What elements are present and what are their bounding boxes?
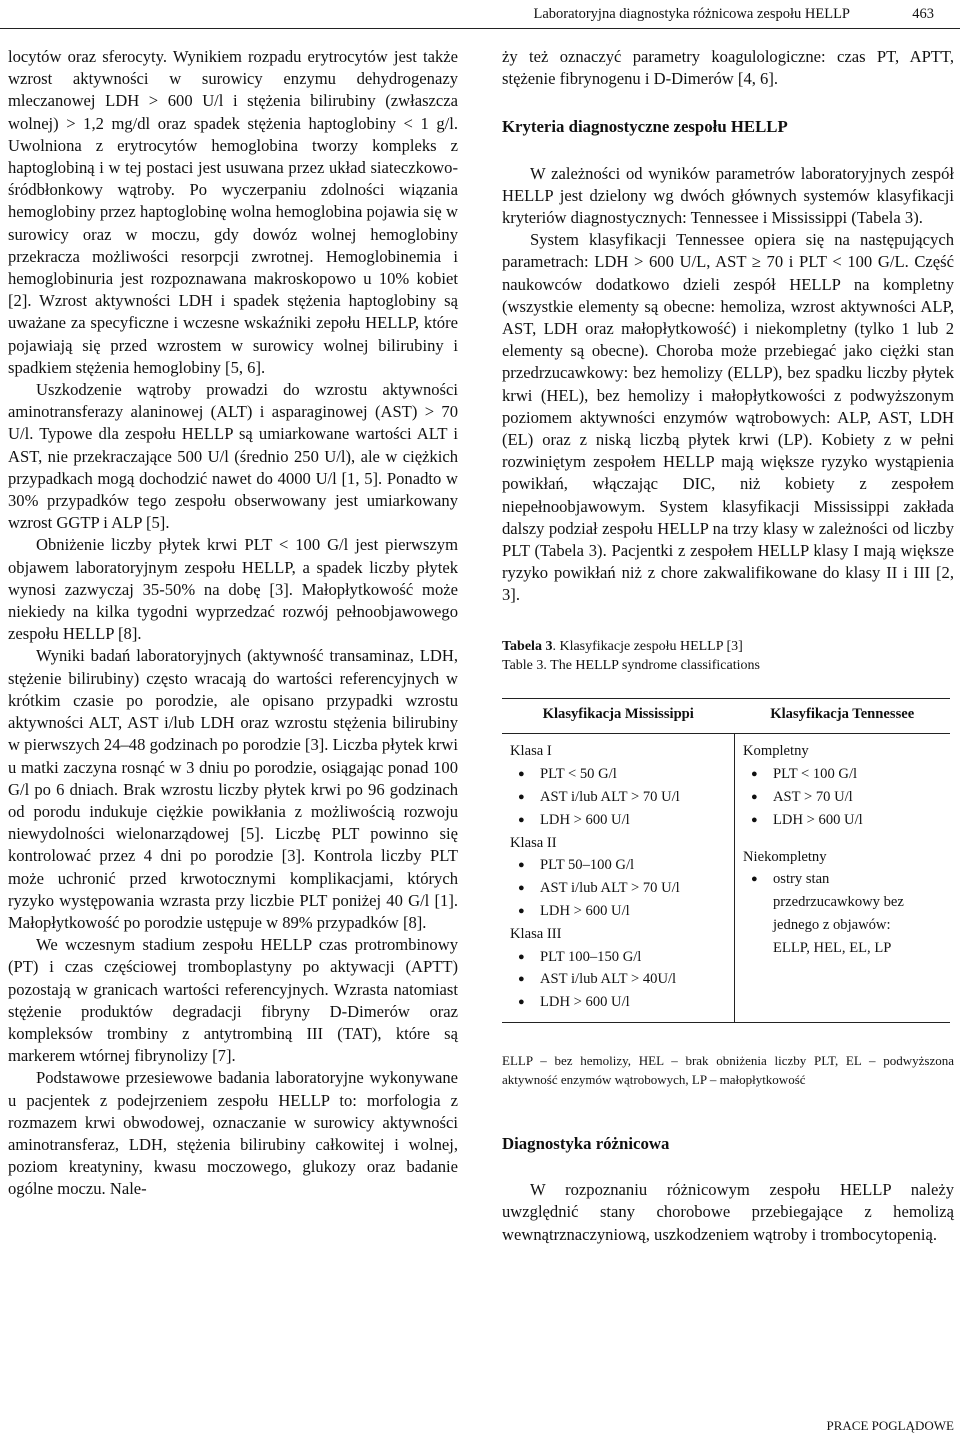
- list-item: ● AST > 70 U/l: [773, 786, 944, 809]
- left-column: [8, 46, 458, 1201]
- paragraph: Podstawowe przesiewowe badania laboratoryjne wykonywane u pacjentek z podejrzeniem zespołu HELLP to: morfologia z rozmazem krwi obwodowej, oznaczanie w surowicy aktywności aminotransferaz, LDH, stężenia bilirubiny całkowitej i wolnej, poziom kreatyniny, kwasu moczowego, glukozy oraz badanie ogólne moczu. Nale-: [8, 1068, 458, 1199]
- table-caption-label: Tabela 3: [502, 638, 553, 654]
- section-heading: Kryteria diagnostyczne zespołu HELLP: [502, 117, 788, 137]
- class-label: Niekompletny: [743, 848, 827, 865]
- paragraph: W zależności od wyników parametrów laboratoryjnych zespół HELLP jest dzielony wg dwóch głównych systemów klasyfikacji kryteriów diagnostycznych: Tennessee i Mississippi (Tabela 3).: [502, 163, 954, 228]
- list-item: ● LDH > 600 U/l: [540, 809, 728, 832]
- table-footnote: ELLP – bez hemolizy, HEL – brak obniżenia liczby PLT, EL – podwyższona aktywność enzymów wątrobowych, LP – małopłytkowość: [502, 1053, 954, 1088]
- paragraph: Wyniki badań laboratoryjnych (aktywność transaminaz, LDH, stężenie bilirubiny) często wracają do wartości referencyjnych w krótkim czasie po porodzie, ale opisano przypadki wzrostu aktywności ALT, AST i/lub LDH oraz wzrostu stężenia bilirubiny w pierwszych 24–48 godzinach po porodzie [3]. Liczba płytek krwi u matki zaczyna rosnąć w 3 dniu po porodzie, osiągając ponad 100 G/l po 6 dniach. Brak wzrostu liczby płytek krwi po 96 godzinach od porodu indukuje ciężkie powikłania z możliwością rozwoju niewydolności wielonarządowej [5]. Liczbę PLT powinno się kontrolować przez 4 dni po porodzie [3]. Kontrola liczby PLT może uchronić przed krwotocznymi komplikacjami, których ryzyko występowania wzrasta przy liczbie PLT poniżej 40 G/l [1]. Małopłytkowość po porodzie ustępuje w 89% przypadków [8].: [8, 646, 458, 932]
- list-item: ● LDH > 600 U/l: [773, 809, 944, 832]
- page-number: 463: [912, 6, 934, 22]
- list-item: ● LDH > 600 U/l: [540, 991, 728, 1014]
- list-item: ● PLT < 100 G/l: [773, 763, 944, 786]
- table-caption-english: Table 3. The HELLP syndrome classifications: [502, 658, 760, 674]
- table-caption-text: . Klasyfikacje zespołu HELLP [3]: [552, 638, 743, 654]
- running-title: Laboratoryjna diagnostyka różnicowa zespołu HELLP: [533, 6, 850, 22]
- list-item: ● PLT 50–100 G/l: [540, 854, 728, 877]
- paragraph: Uszkodzenie wątroby prowadzi do wzrostu aktywności aminotransferazy alaninowej (ALT) i asparaginowej (AST) > 70 U/l. Typowe dla zespołu HELLP są umiarkowane wartości ALT i AST, nie przekraczające 500 U/l (średnio 250 U/l), ale w ciężkich przypadkach mogą dochodzić nawet do 4000 U/l [1, 5]. Ponadto w 30% przypadków tego zespołu obserwowany jest umiarkowany wzrost GGTP i ALP [5].: [8, 380, 458, 533]
- list-item: ● PLT 100–150 G/l: [540, 946, 728, 969]
- list-item: ● AST i/lub ALT > 70 U/l: [540, 786, 728, 809]
- paragraph: locytów oraz sferocyty. Wynikiem rozpadu erytrocytów jest także wzrost aktywności w surowicy enzymu dehydrogenazy mleczanowej LDH > 600 U/l i stężenia bilirubiny (zwłaszcza wolnej) > 1,2 mg/dl oraz spadek stężenia haptoglobiny < 1 g/l. Uwolniona z erytrocytów hemoglobina tworzy kompleks z haptoglobiną i w tej postaci jest usuwana przez układ siateczkowo-śródbłonkowy wątroby. Po wyczerpaniu zdolności wiązania hemoglobiny przez haptoglobinę wolna hemoglobina pojawia się w surowicy oraz w moczu, gdy dowóz wolnej hemoglobiny przekracza możliwości resorpcji zwrotnej. Hemoglobinemia i hemoglobinuria jest rozpoznawana makroskopowo u 10% kobiet [2]. Wzrost aktywności LDH i spadek stężenia haptoglobiny są uważane za specyficzne i wczesne wskaźniki zepołu HELLP, które pojawiają się przed wzrostem w surowicy wolnej bilirubiny i spadkiem stężenia hemoglobiny [5, 6].: [8, 47, 458, 377]
- list-item: ● AST i/lub ALT > 70 U/l: [540, 877, 728, 900]
- list-item: ● ostry stan przedrzucawkowy bez jednego z objawów: ELLP, HEL, EL, LP: [773, 868, 924, 959]
- running-header: [0, 0, 960, 29]
- class-label: Klasa II: [510, 834, 557, 851]
- class-label: Klasa I: [510, 743, 552, 760]
- list-item: ● AST i/lub ALT > 40U/l: [540, 968, 728, 991]
- section-heading: Diagnostyka różnicowa: [502, 1134, 670, 1154]
- paragraph: ży też oznaczyć parametry koagulologiczne: czas PT, APTT, stężenie fibrynogenu i D-Dimerów [4, 6].: [502, 47, 954, 89]
- classification-table: [502, 698, 950, 1023]
- right-column: [502, 46, 954, 1246]
- table-caption: [502, 637, 954, 676]
- list-item: ● LDH > 600 U/l: [540, 900, 728, 923]
- class-label: Kompletny: [743, 743, 809, 760]
- paragraph: W rozpoznaniu różnicowym zespołu HELLP należy uwzględnić stany chorobowe przebiegające z hemolizą wewnątrznaczyniową, uszkodzeniem wątroby i trombocytopenią.: [502, 1180, 954, 1244]
- table-header-mississippi: Klasyfikacja Mississippi: [502, 698, 735, 734]
- mississippi-cell: [502, 734, 735, 1023]
- class-label: Klasa III: [510, 925, 562, 942]
- footer-section-label: PRACE POGLĄDOWE: [826, 1418, 954, 1433]
- paragraph: We wczesnym stadium zespołu HELLP czas protrombinowy (PT) i czas częściowej tromboplastyny po aktywacji (APTT) pozostają w granicach wartości referencyjnych. Wzrasta natomiast stężenie produktów degradacji fibryny D-Dimerów oraz kompleksów trombiny z antytrombiną III (TAT), które są markerem wtórnej fibrynolizy [7].: [8, 935, 458, 1066]
- list-item: ● PLT < 50 G/l: [540, 763, 728, 786]
- table-header-tennessee: Klasyfikacja Tennessee: [735, 698, 951, 734]
- tennessee-cell: [735, 734, 951, 1023]
- paragraph: Obniżenie liczby płytek krwi PLT < 100 G/l jest pierwszym objawem laboratoryjnym zespołu HELLP, a spadek liczby płytek wynosi zazwyczaj 35-50% na dobę [3]. Małopłytkowość może niekiedy na kilka tygodni wyprzedzać rozwój pełnoobjawowego zespołu HELLP [8].: [8, 535, 458, 644]
- paragraph: System klasyfikacji Tennessee opiera się na następujących parametrach: LDH > 600 U/L, AST ≥ 70 i PLT < 100 G/L. Część naukowców dodatkowo dzieli zespół HELLP na kompletny (wszystkie elementy są obecne: hemoliza, wzrost aktywności ALP, AST, LDH oraz małopłytkowość) i niekompletny (tylko 1 lub 2 elementy są obecne). Choroba może przebiegać jako ciężki stan przedrzucawkowy: bez hemolizy (ELLP), bez spadku liczby płytek krwi (HEL), bez hemolizy i małopłytkowości z podwyższonym poziomem aktywności enzymów wątrobowych: ALP, AST, LDH (EL) oraz z niską liczbą płytek krwi (LP). Kobiety z w pełni rozwiniętym zespołem HELLP mają większe ryzyko wystąpienia powikłań, włączając DIC, niż kobiety z zespołem niepełnoobjawowym. System klasyfikacji Mississippi zakłada dalszy podział zespołu HELLP na trzy klasy w zależności od liczby PLT (Tabela 3). Pacjentki z zespołem HELLP klasy I mają większe ryzyko powikłań niż z chore zakwalifikowane do klasy II i III [2, 3].: [502, 230, 954, 605]
